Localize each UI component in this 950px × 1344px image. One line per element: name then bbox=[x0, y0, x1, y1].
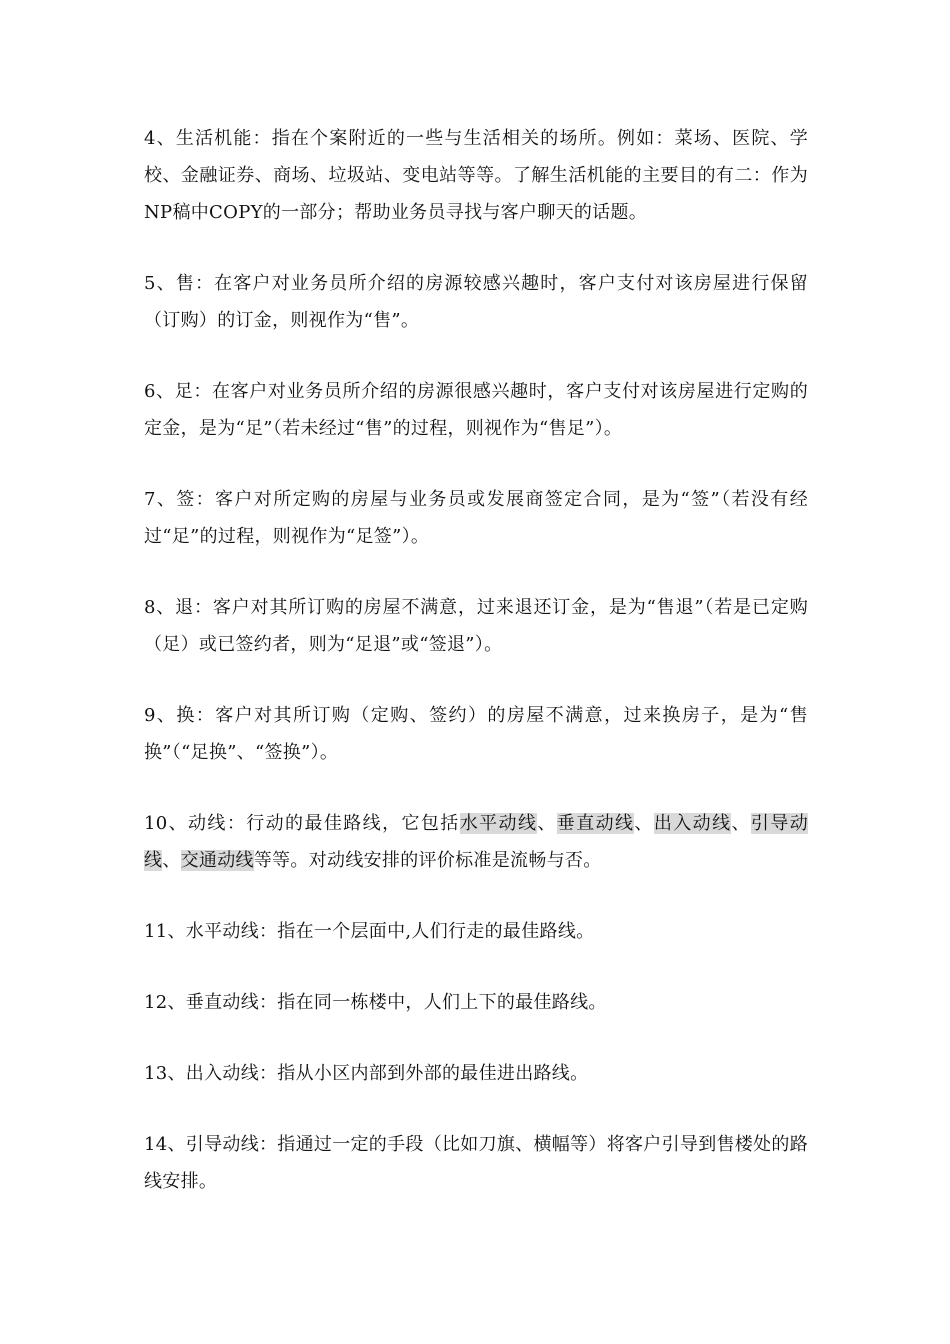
paragraph-sign: 7、签：客户对所定购的房屋与业务员或发展商签定合同，是为“签”（若没有经过“足”的过程，则视作为“足签”）。 bbox=[144, 489, 808, 547]
highlight-vertical-circulation: 垂直动线 bbox=[556, 813, 635, 834]
paragraph-entry-exit-circulation: 13、出入动线：指从小区内部到外部的最佳进出路线。 bbox=[144, 1063, 589, 1084]
separator: 、 bbox=[537, 813, 557, 834]
separator: 、 bbox=[731, 813, 751, 834]
paragraph-sale: 5、售：在客户对业务员所介绍的房源较感兴趣时，客户支付对该房屋进行保留（订购）的订金，则视作为“售”。 bbox=[144, 273, 808, 331]
paragraph-exchange: 9、换：客户对其所订购（定购、签约）的房屋不满意，过来换房子，是为“售换”（“足换”、“签换”）。 bbox=[144, 705, 808, 763]
paragraph-horizontal-circulation: 11、水平动线：指在一个层面中,人们行走的最佳路线。 bbox=[144, 921, 595, 942]
highlight-traffic-circulation: 交通动线 bbox=[180, 850, 254, 871]
paragraph-refund: 8、退：客户对其所订购的房屋不满意，过来退还订金，是为“售退”（若是已定购（足）或已签约者，则为“足退”或“签退”）。 bbox=[144, 597, 808, 655]
highlight-entry-exit-circulation: 出入动线 bbox=[653, 813, 732, 834]
separator: 、 bbox=[634, 813, 654, 834]
highlight-guide-circulation: 引导动线 bbox=[144, 813, 809, 871]
highlight-horizontal-circulation: 水平动线 bbox=[459, 813, 538, 834]
document-body bbox=[144, 120, 808, 1234]
paragraph-living-facilities: 4、生活机能：指在个案附近的一些与生活相关的场所。例如：菜场、医院、学校、金融证券、商场、垃圾站、变电站等等。了解生活机能的主要目的有二：作为NP稿中COPY的一部分；帮助业务员寻找与客户聊天的话题。 bbox=[144, 128, 808, 223]
circulation-suffix: 等等。对动线安排的评价标准是流畅与否。 bbox=[253, 850, 602, 871]
paragraph-guide-circulation: 14、引导动线：指通过一定的手段（比如刀旗、横幅等）将客户引导到售楼处的路线安排。 bbox=[144, 1134, 809, 1192]
circulation-prefix: 10、动线：行动的最佳路线，它包括 bbox=[144, 813, 460, 834]
paragraph-circulation bbox=[144, 805, 808, 879]
paragraph-vertical-circulation: 12、垂直动线：指在同一栋楼中，人们上下的最佳路线。 bbox=[144, 992, 607, 1013]
separator: 、 bbox=[162, 850, 181, 871]
paragraph-deposit: 6、足：在客户对业务员所介绍的房源很感兴趣时，客户支付对该房屋进行定购的定金，是为“足”（若未经过“售”的过程，则视作为“售足”）。 bbox=[144, 381, 808, 439]
